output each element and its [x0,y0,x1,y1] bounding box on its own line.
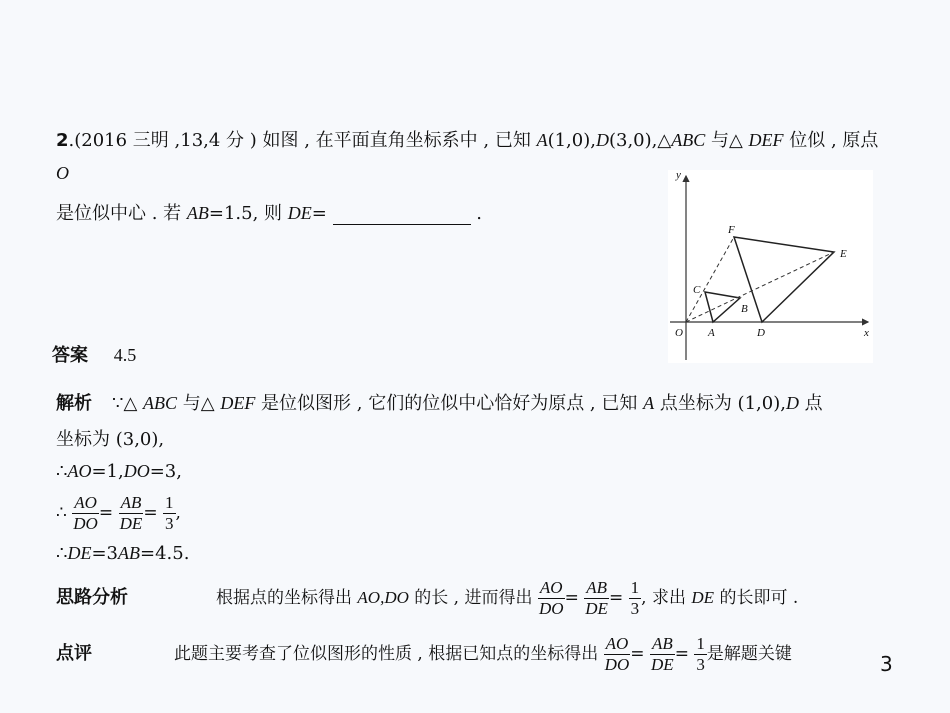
problem-number: 2 [56,130,69,151]
analysis-line-2: 坐标为 (3,0), [56,429,165,450]
comment-text: 此题主要考查了位似图形的性质 , 根据已知点的坐标得出 [174,644,599,664]
fraction-ab-de [650,634,675,675]
fraction-one-third [629,578,642,619]
segment-ab: AB [186,203,209,223]
segment-do: DO [123,461,150,481]
fraction-denominator: DO [604,655,630,674]
fraction-numerator: AO [539,578,563,597]
problem-line-2 [56,163,69,184]
comment-text: 是解题关键 [706,644,792,664]
analysis-text: =1, [91,461,124,482]
comment-row [56,634,792,675]
answer-label: 答案 [52,345,88,366]
fraction-denominator: DO [538,599,564,618]
analysis-text: =3, [149,461,182,482]
thinking-row [56,578,798,619]
equals-sign: = [674,644,689,664]
comment-label: 点评 [56,643,92,664]
fraction-numerator: AB [120,493,142,512]
point-c-label: C [693,284,701,296]
dashed-line-oe [686,252,834,322]
segments-ao-do: AO,DO [357,588,409,607]
answer-blank [333,206,471,225]
analysis-text: 点 [798,393,823,414]
fraction-ao-do [72,493,99,534]
problem-text: 与△ [705,130,749,151]
thinking-text: 的长即可 . [714,588,799,608]
analysis-text: , [175,503,181,523]
point-d: D [785,393,799,413]
answer-value: 4.5 [113,345,137,365]
fraction-denominator: DE [119,514,143,533]
problem-text: = [311,203,333,224]
analysis-line-4 [56,493,181,534]
equals-sign: = [143,503,158,523]
fraction-denominator: DE [585,599,608,618]
fraction-ab-de [119,493,144,534]
fraction-denominator: 3 [630,599,640,618]
coord-a: (1,0), [547,130,596,151]
equals-sign: = [98,503,114,523]
x-axis-label: x [864,327,869,339]
origin-label: O [56,163,69,183]
point-b-label: B [741,303,748,315]
problem-text: 是位似中心 . 若 [56,203,187,224]
problem-line-1 [56,126,878,152]
segment-de: DE [67,543,92,563]
analysis-text: =3 [91,543,118,564]
analysis-text: 是位似图形 , 它们的位似中心恰好为原点 , 已知 [255,393,644,414]
fraction-numerator: AO [605,634,629,653]
fraction-denominator: DE [651,655,674,674]
segment-ao: AO [67,461,92,481]
fraction-ao-do [538,578,565,619]
therefore-symbol: ∴ [56,503,67,523]
figure-svg [668,170,873,363]
equals-sign: = [564,588,579,608]
triangle-abc: ABC [671,130,706,150]
ab-value: =1.5, 则 [208,203,288,224]
point-d-label: D [757,327,765,339]
analysis-line-1 [56,389,823,415]
fraction-one-third [694,634,707,675]
fraction-denominator: DO [73,514,98,533]
analysis-line-3 [56,461,182,482]
coordinate-figure [668,170,873,363]
analysis-line-5 [56,543,189,564]
fraction-denominator: 3 [165,514,174,533]
thinking-text: 根据点的坐标得出 [216,588,358,608]
analysis-text: 点坐标为 (1,0), [654,393,786,414]
fraction-ao-do [604,634,631,675]
fraction-numerator: 1 [696,634,705,653]
analysis-text: ∵△ [112,393,144,414]
segment-de: DE [287,203,312,223]
fraction-numerator: AB [651,634,673,653]
problem-line-3 [56,199,482,225]
triangle-def: DEF [220,393,256,413]
page-number: 3 [880,652,893,676]
origin-point-label: O [675,327,683,339]
triangle-abc-shape [705,292,740,322]
answer-row [52,341,136,367]
thinking-text: 的长 , 进而得出 [408,588,533,608]
y-axis-label: y [676,170,681,181]
fraction-numerator: 1 [165,493,174,512]
therefore-symbol: ∴ [56,543,68,564]
equals-sign: = [609,588,624,608]
analysis-label: 解析 [56,393,92,414]
problem-text: 位似 , 原点 [783,130,879,151]
segment-ab: AB [118,543,140,563]
problem-text: 如图 , 在平面直角坐标系中 , 已知 [256,130,537,151]
thinking-text: , 求出 [641,588,692,608]
therefore-symbol: ∴ [56,461,68,482]
problem-text: . [470,203,483,224]
analysis-text: 与△ [177,393,221,414]
thinking-label: 思路分析 [56,587,128,608]
point-d: D [595,130,609,150]
point-e-label: E [840,248,847,260]
triangle-def: DEF [748,130,784,150]
coord-d: (3,0),△ [608,130,672,151]
point-a: A [643,393,655,413]
problem-source: .(2016 三明 ,13,4 分 ) [68,130,257,151]
point-a: A [536,130,548,150]
fraction-denominator: 3 [696,655,705,674]
fraction-ab-de [584,578,609,619]
equals-sign: = [630,644,645,664]
segment-de: DE [691,588,715,607]
point-f-label: F [728,224,735,236]
point-a-label: A [708,327,715,339]
fraction-one-third [163,493,176,534]
fraction-numerator: AO [74,493,97,512]
analysis-text: =4.5. [140,543,190,564]
fraction-numerator: AB [586,578,608,597]
triangle-abc: ABC [143,393,178,413]
fraction-numerator: 1 [630,578,640,597]
triangle-def-shape [734,237,834,322]
